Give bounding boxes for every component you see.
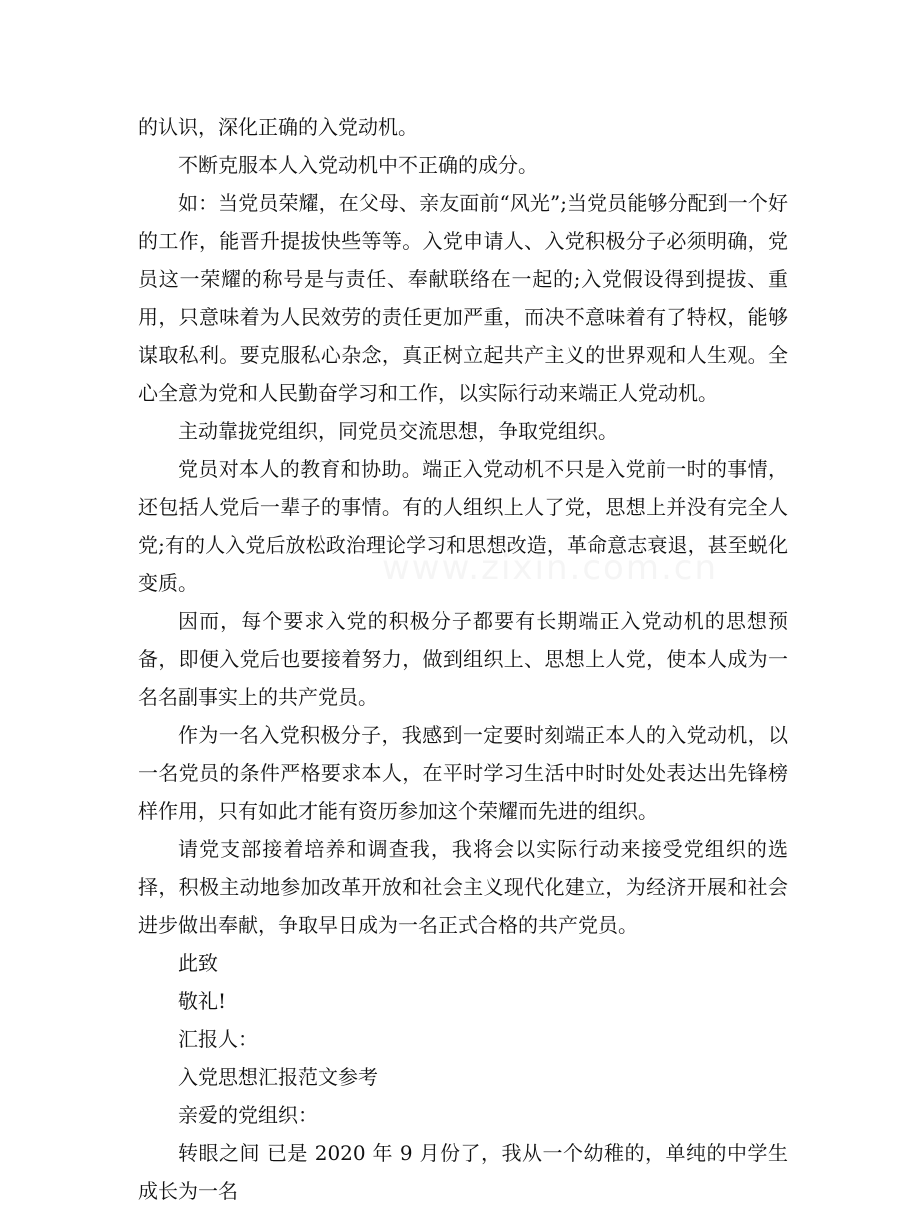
paragraph: 党员对本人的教育和协助。端正入党动机不只是入党前一时的事情，还包括人党后一辈子的事情。有的人组织上人了党，思想上并没有完全人党;有的人入党后放松政治理论学习和思想改造，革命意志衰退，甚至蜕化变质。	[138, 457, 788, 595]
greeting: 亲爱的党组织：	[178, 1103, 318, 1127]
paragraph: 作为一名入党积极分子，我感到一定要时刻端正本人的入党动机，以一名党员的条件严格要求本人，在平时学习生活中时时处处表达出先锋榜样作用，只有如此才能有资历参加这个荣耀而先进的组织。	[138, 723, 788, 823]
closing-regards: 敬礼!	[178, 989, 227, 1013]
paragraph: 如：当党员荣耀，在父母、亲友面前“风光”;当党员能够分配到一个好的工作，能晋升提拔快些等等。入党申请人、入党积极分子必须明确，党员这一荣耀的称号是与责任、奉献联络在一起的;入党假设得到提拔、重用，只意味着为人民效劳的责任更加严重，而决不意味着有了特权，能够谋取私利。要克服私心杂念，真正树立起共产主义的世界观和人生观。全心全意为党和人民勤奋学习和工作，以实际行动来端正人党动机。	[138, 191, 788, 405]
paragraph: 主动靠拢党组织，同党员交流思想，争取党组织。	[178, 419, 618, 443]
paragraph: 的认识，深化正确的入党动机。	[138, 115, 418, 139]
reporter-label: 汇报人：	[178, 1027, 258, 1051]
document-body	[138, 108, 788, 1210]
watermark: www.zixin.com.cn	[382, 548, 718, 588]
paragraph: 转眼之间 已是 2020 年 9 月份了，我从一个幼稚的，单纯的中学生成长为一名	[138, 1141, 788, 1203]
closing-salutation: 此致	[178, 951, 218, 975]
section-title: 入党思想汇报范文参考	[178, 1065, 378, 1089]
paragraph: 不断克服本人入党动机中不正确的成分。	[178, 153, 538, 177]
paragraph: 请党支部接着培养和调查我，我将会以实际行动来接受党组织的选择，积极主动地参加改革开放和社会主义现代化建立，为经济开展和社会进步做出奉献，争取早日成为一名正式合格的共产党员。	[138, 837, 788, 937]
paragraph: 因而，每个要求入党的积极分子都要有长期端正入党动机的思想预备，即便入党后也要接着努力，做到组织上、思想上人党，使本人成为一名名副事实上的共产党员。	[138, 609, 788, 709]
